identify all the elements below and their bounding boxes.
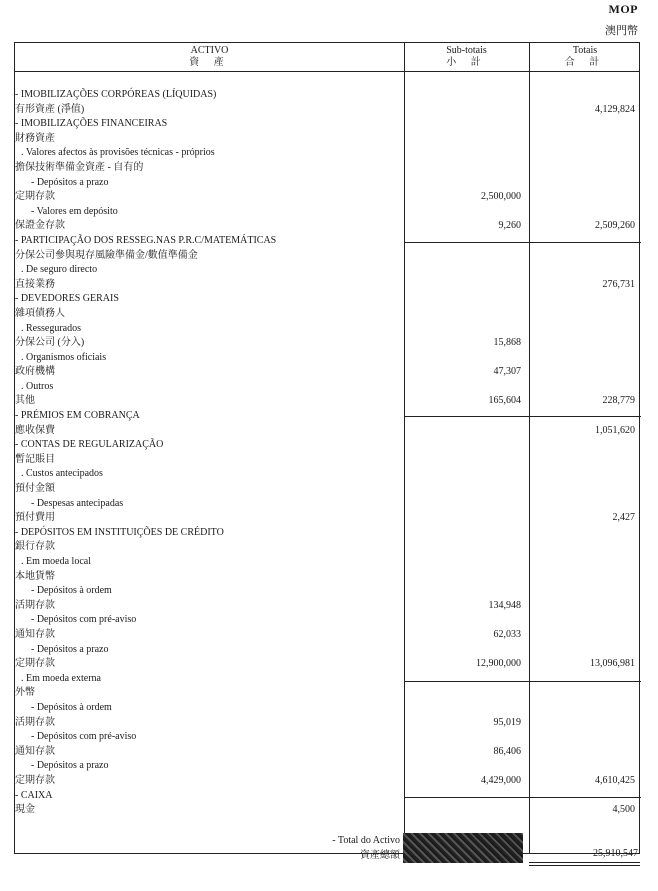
double-underline: [529, 862, 640, 863]
table-row: [15, 278, 641, 293]
row-label: 定期存款: [15, 658, 55, 670]
table-row: [15, 365, 641, 380]
table-row: [15, 336, 641, 351]
row-total: 4,129,824: [595, 103, 635, 115]
table-row: [15, 249, 641, 264]
table-row: [15, 716, 641, 731]
table-row: [15, 701, 641, 716]
table-row: [15, 511, 641, 526]
row-label: 擔保技術準備金資產 - 自有的: [15, 161, 144, 173]
row-label: 分保公司 (分入): [15, 337, 85, 349]
table-row: [15, 263, 641, 278]
row-label: 銀行存款: [15, 541, 55, 553]
table-row: [15, 570, 641, 585]
double-underline: [529, 865, 640, 866]
row-subtotal: 62,033: [493, 628, 521, 640]
row-label: - Depósitos com pré-aviso: [31, 731, 137, 743]
table-row: [15, 686, 641, 701]
row-total: 4,500: [612, 804, 635, 816]
row-total: 13,096,981: [590, 658, 635, 670]
total-label-zh: 資產總額: [360, 850, 400, 861]
row-label: . Em moeda local: [21, 556, 91, 567]
row-label: - Valores em depósito: [31, 205, 118, 217]
row-label: 暫記賬目: [15, 453, 55, 465]
row-total: 276,731: [602, 278, 635, 290]
column-header-subtotais: Sub-totais 小 計: [446, 45, 487, 68]
currency-header: [605, 2, 638, 38]
row-label: . Valores afectos às provisões técnicas - próprios: [21, 147, 215, 159]
row-label: 有形資產 (淨值): [15, 103, 85, 115]
table-row: [15, 526, 641, 541]
row-label: 通知存款: [15, 745, 55, 757]
row-subtotal: 4,429,000: [481, 774, 521, 786]
row-subtotal: 47,307: [493, 366, 521, 378]
table-row: [15, 351, 641, 366]
row-label: - Depósitos à ordem: [31, 585, 112, 597]
table-row: [15, 759, 641, 774]
row-label: . Custos antecipados: [21, 468, 103, 480]
row-label: - PRÉMIOS EM COBRANÇA: [15, 410, 140, 422]
table-body: [15, 88, 641, 818]
row-label: - Depósitos a prazo: [31, 760, 109, 772]
table-row: [15, 380, 641, 395]
row-label: 財務資產: [15, 132, 55, 144]
row-label: 其他: [15, 395, 35, 407]
column-header-activo: ACTIVO 資 產: [189, 45, 230, 68]
table-row: [15, 730, 641, 745]
row-subtotal: 86,406: [493, 745, 521, 757]
row-label: - Depósitos a prazo: [31, 643, 109, 655]
table-row: [15, 322, 641, 337]
table-row: [15, 643, 641, 658]
row-label: 活期存款: [15, 599, 55, 611]
row-label: 定期存款: [15, 774, 55, 786]
table-row: [15, 219, 641, 234]
row-subtotal: 2,500,000: [481, 191, 521, 203]
row-label: - DEVEDORES GERAIS: [15, 293, 119, 305]
table-row: [15, 628, 641, 643]
table-row: [15, 555, 641, 570]
row-label: 雜項債務人: [15, 307, 65, 319]
row-label: 定期存款: [15, 191, 55, 203]
row-label: - Depósitos com pré-aviso: [31, 614, 137, 626]
row-label: - CAIXA: [15, 789, 53, 801]
row-label: 政府機構: [15, 366, 55, 378]
table-row: [15, 394, 641, 409]
row-subtotal: 165,604: [488, 395, 521, 407]
row-label: . Organismos oficiais: [21, 351, 107, 363]
table-row: [15, 438, 641, 453]
table-row: [15, 803, 641, 818]
table-row: [15, 88, 641, 103]
redaction-block: [403, 833, 523, 863]
row-subtotal: 134,948: [488, 599, 521, 611]
row-subtotal: 15,868: [493, 337, 521, 349]
row-label: 預付費用: [15, 512, 55, 524]
table-row: [15, 190, 641, 205]
table-row: [15, 745, 641, 760]
section-divider: [404, 681, 641, 682]
currency-code-zh: 澳門幣: [605, 25, 638, 37]
table-row: [15, 482, 641, 497]
row-label: 本地貨幣: [15, 570, 55, 582]
row-label: . Ressegurados: [21, 322, 81, 334]
row-label: - Despesas antecipadas: [31, 497, 124, 509]
table-row: [15, 613, 641, 628]
section-divider: [404, 242, 641, 243]
row-label: - CONTAS DE REGULARIZAÇÃO: [15, 439, 164, 451]
table-row: [15, 774, 641, 789]
table-row: [15, 584, 641, 599]
section-divider: [404, 797, 641, 798]
row-label: 預付金額: [15, 483, 55, 495]
table-row: [15, 132, 641, 147]
table-row: [15, 103, 641, 118]
currency-code: MOP: [608, 2, 638, 16]
table-row: [15, 672, 641, 687]
row-total: 228,779: [602, 395, 635, 407]
row-label: . Em moeda externa: [21, 672, 101, 684]
row-label: - IMOBILIZAÇÕES CORPÓREAS (LÍQUIDAS): [15, 89, 217, 100]
table-row: [15, 205, 641, 220]
section-divider: [404, 416, 641, 417]
row-label: 外幣: [15, 687, 35, 699]
table-row: [15, 161, 641, 176]
table-row: [15, 307, 641, 322]
table-row: [15, 453, 641, 468]
table-row: [15, 146, 641, 161]
row-label: - Depósitos à ordem: [31, 701, 112, 713]
row-total: 2,509,260: [595, 220, 635, 232]
table-row: [15, 467, 641, 482]
row-label: - PARTICIPAÇÃO DOS RESSEG.NAS P.R.C/MATEMÁTICAS: [15, 234, 277, 246]
row-label: 現金: [15, 804, 35, 816]
table-row: [15, 599, 641, 614]
row-label: 通知存款: [15, 628, 55, 640]
table-row: [15, 176, 641, 191]
row-subtotal: 95,019: [493, 716, 521, 728]
row-total: 1,051,620: [595, 424, 635, 436]
row-total: 4,610,425: [595, 774, 635, 786]
row-label: - Depósitos a prazo: [31, 176, 109, 188]
row-total: 2,427: [612, 512, 635, 524]
table-row: [15, 657, 641, 672]
row-label: . Outros: [21, 380, 54, 392]
table-row: [15, 497, 641, 512]
row-label: - DEPÓSITOS EM INSTITUIÇÕES DE CRÉDITO: [15, 526, 224, 538]
row-label: 保證金存款: [15, 220, 65, 232]
row-label: . De seguro directo: [21, 264, 98, 276]
row-label: 活期存款: [15, 716, 55, 728]
total-label: - Total do Activo: [332, 835, 400, 846]
balance-sheet-table: [14, 42, 640, 854]
row-label: 應收保費: [15, 424, 55, 436]
row-label: - IMOBILIZAÇÕES FINANCEIRAS: [15, 118, 168, 130]
table-row: [15, 424, 641, 439]
row-subtotal: 12,900,000: [476, 658, 521, 670]
table-row: [15, 117, 641, 132]
column-header-totais: Totais 合 計: [564, 45, 606, 68]
total-value: 25,910,547: [593, 848, 638, 859]
row-label: 分保公司參與現存風險準備金/數值準備金: [15, 249, 198, 261]
table-row: [15, 292, 641, 307]
table-row: [15, 789, 641, 804]
table-row: [15, 540, 641, 555]
row-label: 直接業務: [15, 278, 55, 290]
row-subtotal: 9,260: [498, 220, 521, 232]
